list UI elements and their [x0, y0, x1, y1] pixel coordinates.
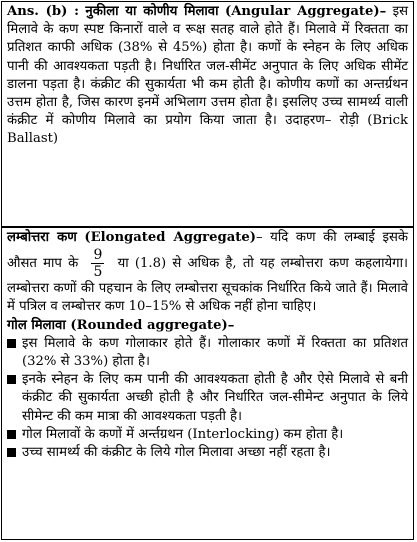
elongated-body-part2: या (1.8) से अधिक है, तो यह लम्बोत्तरा कण कहलायेगा। लम्बोत्तरा कणों की पहचान के लिए लम्बोत्तरा सूचकांक निर्धारित किये जाते हैं। मिलावे में पत्रिल व लम्बोत्तर कण 10–15% से अधिक नहीं होना चाहिए। [7, 256, 408, 315]
elongated-title-hindi: लम्बोत्तरा कण [7, 230, 77, 245]
fraction-denominator: 5 [93, 264, 103, 281]
title-dash: – [379, 4, 387, 19]
rounded-aggregate-list [2, 335, 413, 462]
angular-aggregate-paragraph [2, 2, 413, 149]
square-bullet-icon [7, 448, 16, 457]
list-item-text: गोल मिलावों के कणों में अर्न्तग्रथन (Interlocking) कम होता है। [22, 426, 344, 442]
elongated-title-english: (Elongated Aggregate) [84, 230, 256, 245]
fraction-nine-fifths [91, 247, 104, 280]
square-bullet-icon [7, 339, 16, 348]
elongated-aggregate-paragraph [2, 228, 413, 317]
list-item [7, 371, 408, 426]
list-item-text: उच्च सामर्थ्य की कंक्रीट के लिये गोल मिलावा अच्छा नहीं रहता है। [22, 445, 331, 461]
list-item-text: इनके स्नेहन के लिए कम पानी की आवश्यकता होती है और ऐसे मिलावे से बनी कंक्रीट की सुकार्यता अच्छी होती है और निर्धारित जल-सीमेन्ट अनुपात के लिये सीमेन्ट की कम मात्रा की आवश्यकता पड़ती है। [22, 372, 408, 424]
square-bullet-icon [7, 375, 16, 384]
answer-box-angular [1, 1, 414, 227]
answer-box-elongated-rounded [1, 227, 414, 540]
fraction-numerator: 9 [93, 247, 103, 264]
rounded-aggregate-title: गोल मिलावा (Rounded aggregate)– [7, 317, 235, 333]
angular-body-text: इस मिलावे के कण स्पष्ट किनारों वाले व रूक्ष सतह वाले होते हैं। मिलावे में रिक्तता का प्रतिशत काफी अधिक (38% से 45%) होता है। कणों के स्नेहन के लिए अधिक पानी की आवश्यकता पड़ती है। निर्धारित जल-सीमेंट अनुपात के लिए अधिक सीमेंट डालना पड़ता है। कंक्रीट की सुकार्यता भी कम होती है। कोणीय कणों का अन्तर्ग्रथन उत्तम होता है, जिस कारण इनमें अभिलाग उत्तम होता है। इसलिए उच्च सामर्थ्य वाली कंक्रीट में कोणीय मिलावे का प्रयोग किया जाता है। उदाहरण– रोड़ी (Brick Ballast) [7, 4, 408, 147]
list-item [7, 444, 408, 462]
angular-title-english: (Angular Aggregate) [224, 4, 380, 19]
square-bullet-icon [7, 430, 16, 439]
elongated-body-part1: – यदि कण की लम्बाई इसके औसत माप के [7, 230, 408, 272]
list-item [7, 426, 408, 444]
angular-title-hindi: नुकीला या कोणीय मिलावा [85, 4, 219, 19]
list-item-text: इस मिलावे के कण गोलाकार होते हैं। गोलाकार कणों में रिक्तता का प्रतिशत (32% से 33%) होता है। [22, 335, 408, 370]
list-item [7, 335, 408, 371]
answer-label: Ans. (b) : [7, 4, 79, 19]
